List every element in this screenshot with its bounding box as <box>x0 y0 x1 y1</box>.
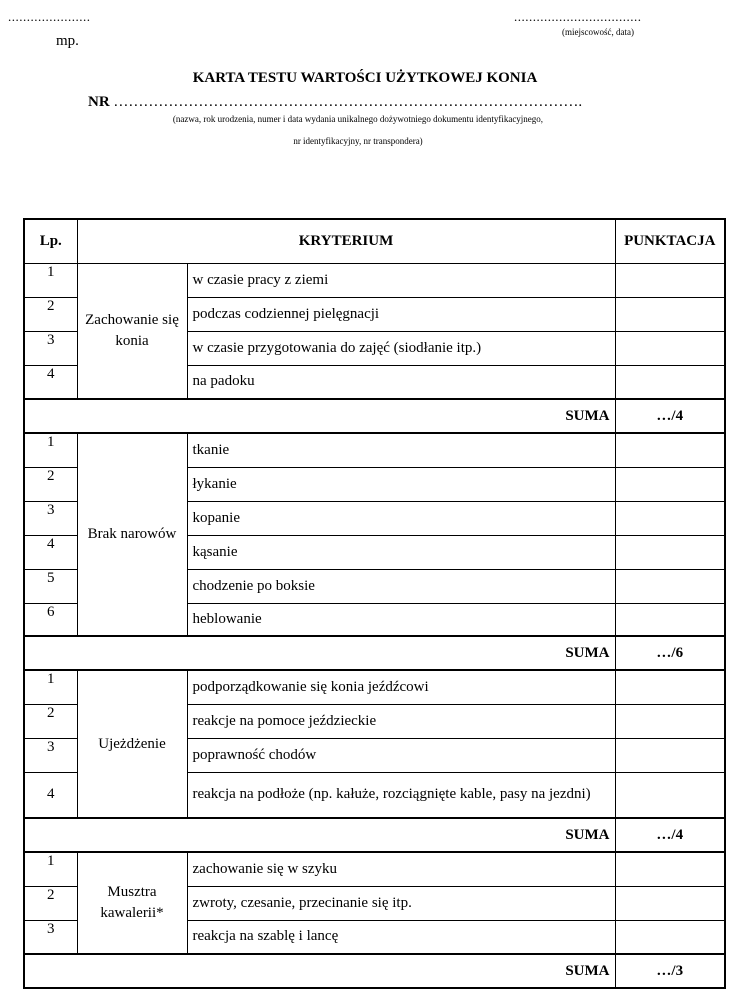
criterion-text: podporządkowanie się konia jeźdźcowi <box>187 670 615 704</box>
document-title: KARTA TESTU WARTOŚCI UŻYTKOWEJ KONIA <box>192 70 538 86</box>
criterion-group: Zachowanie się konia <box>77 263 187 399</box>
score-cell[interactable] <box>615 886 725 920</box>
suma-label: SUMA <box>24 399 615 433</box>
score-cell[interactable] <box>615 535 725 569</box>
criterion-text: tkanie <box>187 433 615 467</box>
criterion-text: w czasie przygotowania do zajęć (siodłanie itp.) <box>187 331 615 365</box>
table-row <box>24 263 725 297</box>
suma-row <box>24 954 725 988</box>
suma-row <box>24 399 725 433</box>
score-cell[interactable] <box>615 920 725 954</box>
test-score-table <box>23 218 726 989</box>
suma-row <box>24 636 725 670</box>
suma-value[interactable]: …/6 <box>615 636 725 670</box>
criterion-text: kopanie <box>187 501 615 535</box>
criterion-text: reakcja na szablę i lancę <box>187 920 615 954</box>
score-cell[interactable] <box>615 603 725 636</box>
row-number: 5 <box>24 569 77 603</box>
criterion-text: heblowanie <box>187 603 615 636</box>
criterion-group: Ujeżdżenie <box>77 670 187 818</box>
score-cell[interactable] <box>615 263 725 297</box>
criterion-text: podczas codziennej pielęgnacji <box>187 297 615 331</box>
criterion-text: poprawność chodów <box>187 738 615 772</box>
row-number: 1 <box>24 433 77 467</box>
score-cell[interactable] <box>615 297 725 331</box>
row-number: 6 <box>24 603 77 636</box>
row-number: 4 <box>24 772 77 818</box>
criterion-text: łykanie <box>187 467 615 501</box>
suma-value[interactable]: …/4 <box>615 818 725 852</box>
criterion-text: kąsanie <box>187 535 615 569</box>
header-score: PUNKTACJA <box>615 219 725 263</box>
header-criterion: KRYTERIUM <box>77 219 615 263</box>
suma-label: SUMA <box>24 818 615 852</box>
row-number: 3 <box>24 738 77 772</box>
criterion-text: w czasie pracy z ziemi <box>187 263 615 297</box>
suma-label: SUMA <box>24 636 615 670</box>
nr-description-line1: (nazwa, rok urodzenia, numer i data wydania unikalnego dożywotniego dokumentu identyfikacyjnego, <box>172 114 544 124</box>
nr-label: NR <box>88 94 110 110</box>
score-cell[interactable] <box>615 852 725 886</box>
criterion-group: Musztra kawalerii* <box>77 852 187 954</box>
row-number: 1 <box>24 852 77 886</box>
signature-dots-left: ...................... <box>8 9 91 24</box>
criterion-text: reakcje na pomoce jeździeckie <box>187 704 615 738</box>
criterion-text: na padoku <box>187 365 615 399</box>
row-number: 1 <box>24 263 77 297</box>
place-date-dots: .................................. <box>514 9 642 24</box>
score-cell[interactable] <box>615 704 725 738</box>
table-row <box>24 433 725 467</box>
row-number: 1 <box>24 670 77 704</box>
score-cell[interactable] <box>615 501 725 535</box>
nr-description-line2: nr identyfikacyjny, nr transpondera) <box>293 136 423 146</box>
score-cell[interactable] <box>615 433 725 467</box>
header-row <box>24 219 725 263</box>
score-cell[interactable] <box>615 365 725 399</box>
table-row <box>24 670 725 704</box>
place-date-caption: (miejscowość, data) <box>562 27 634 37</box>
row-number: 3 <box>24 331 77 365</box>
score-cell[interactable] <box>615 670 725 704</box>
score-cell[interactable] <box>615 331 725 365</box>
row-number: 4 <box>24 365 77 399</box>
nr-line <box>88 94 582 111</box>
score-cell[interactable] <box>615 569 725 603</box>
criterion-text: zachowanie się w szyku <box>187 852 615 886</box>
suma-row <box>24 818 725 852</box>
row-number: 4 <box>24 535 77 569</box>
score-cell[interactable] <box>615 772 725 818</box>
score-cell[interactable] <box>615 738 725 772</box>
criterion-text: reakcja na podłoże (np. kałuże, rozciągnięte kable, pasy na jezdni) <box>187 772 615 818</box>
suma-value[interactable]: …/4 <box>615 399 725 433</box>
score-cell[interactable] <box>615 467 725 501</box>
row-number: 2 <box>24 297 77 331</box>
nr-dots: …………………………………………………………………………………. <box>113 94 583 110</box>
header-lp: Lp. <box>24 219 77 263</box>
row-number: 3 <box>24 920 77 954</box>
stamp-label: mp. <box>56 33 79 49</box>
table-row <box>24 852 725 886</box>
suma-value[interactable]: …/3 <box>615 954 725 988</box>
criterion-group: Brak narowów <box>77 433 187 636</box>
row-number: 3 <box>24 501 77 535</box>
row-number: 2 <box>24 467 77 501</box>
criterion-text: chodzenie po boksie <box>187 569 615 603</box>
suma-label: SUMA <box>24 954 615 988</box>
row-number: 2 <box>24 704 77 738</box>
criterion-text: zwroty, czesanie, przecinanie się itp. <box>187 886 615 920</box>
row-number: 2 <box>24 886 77 920</box>
